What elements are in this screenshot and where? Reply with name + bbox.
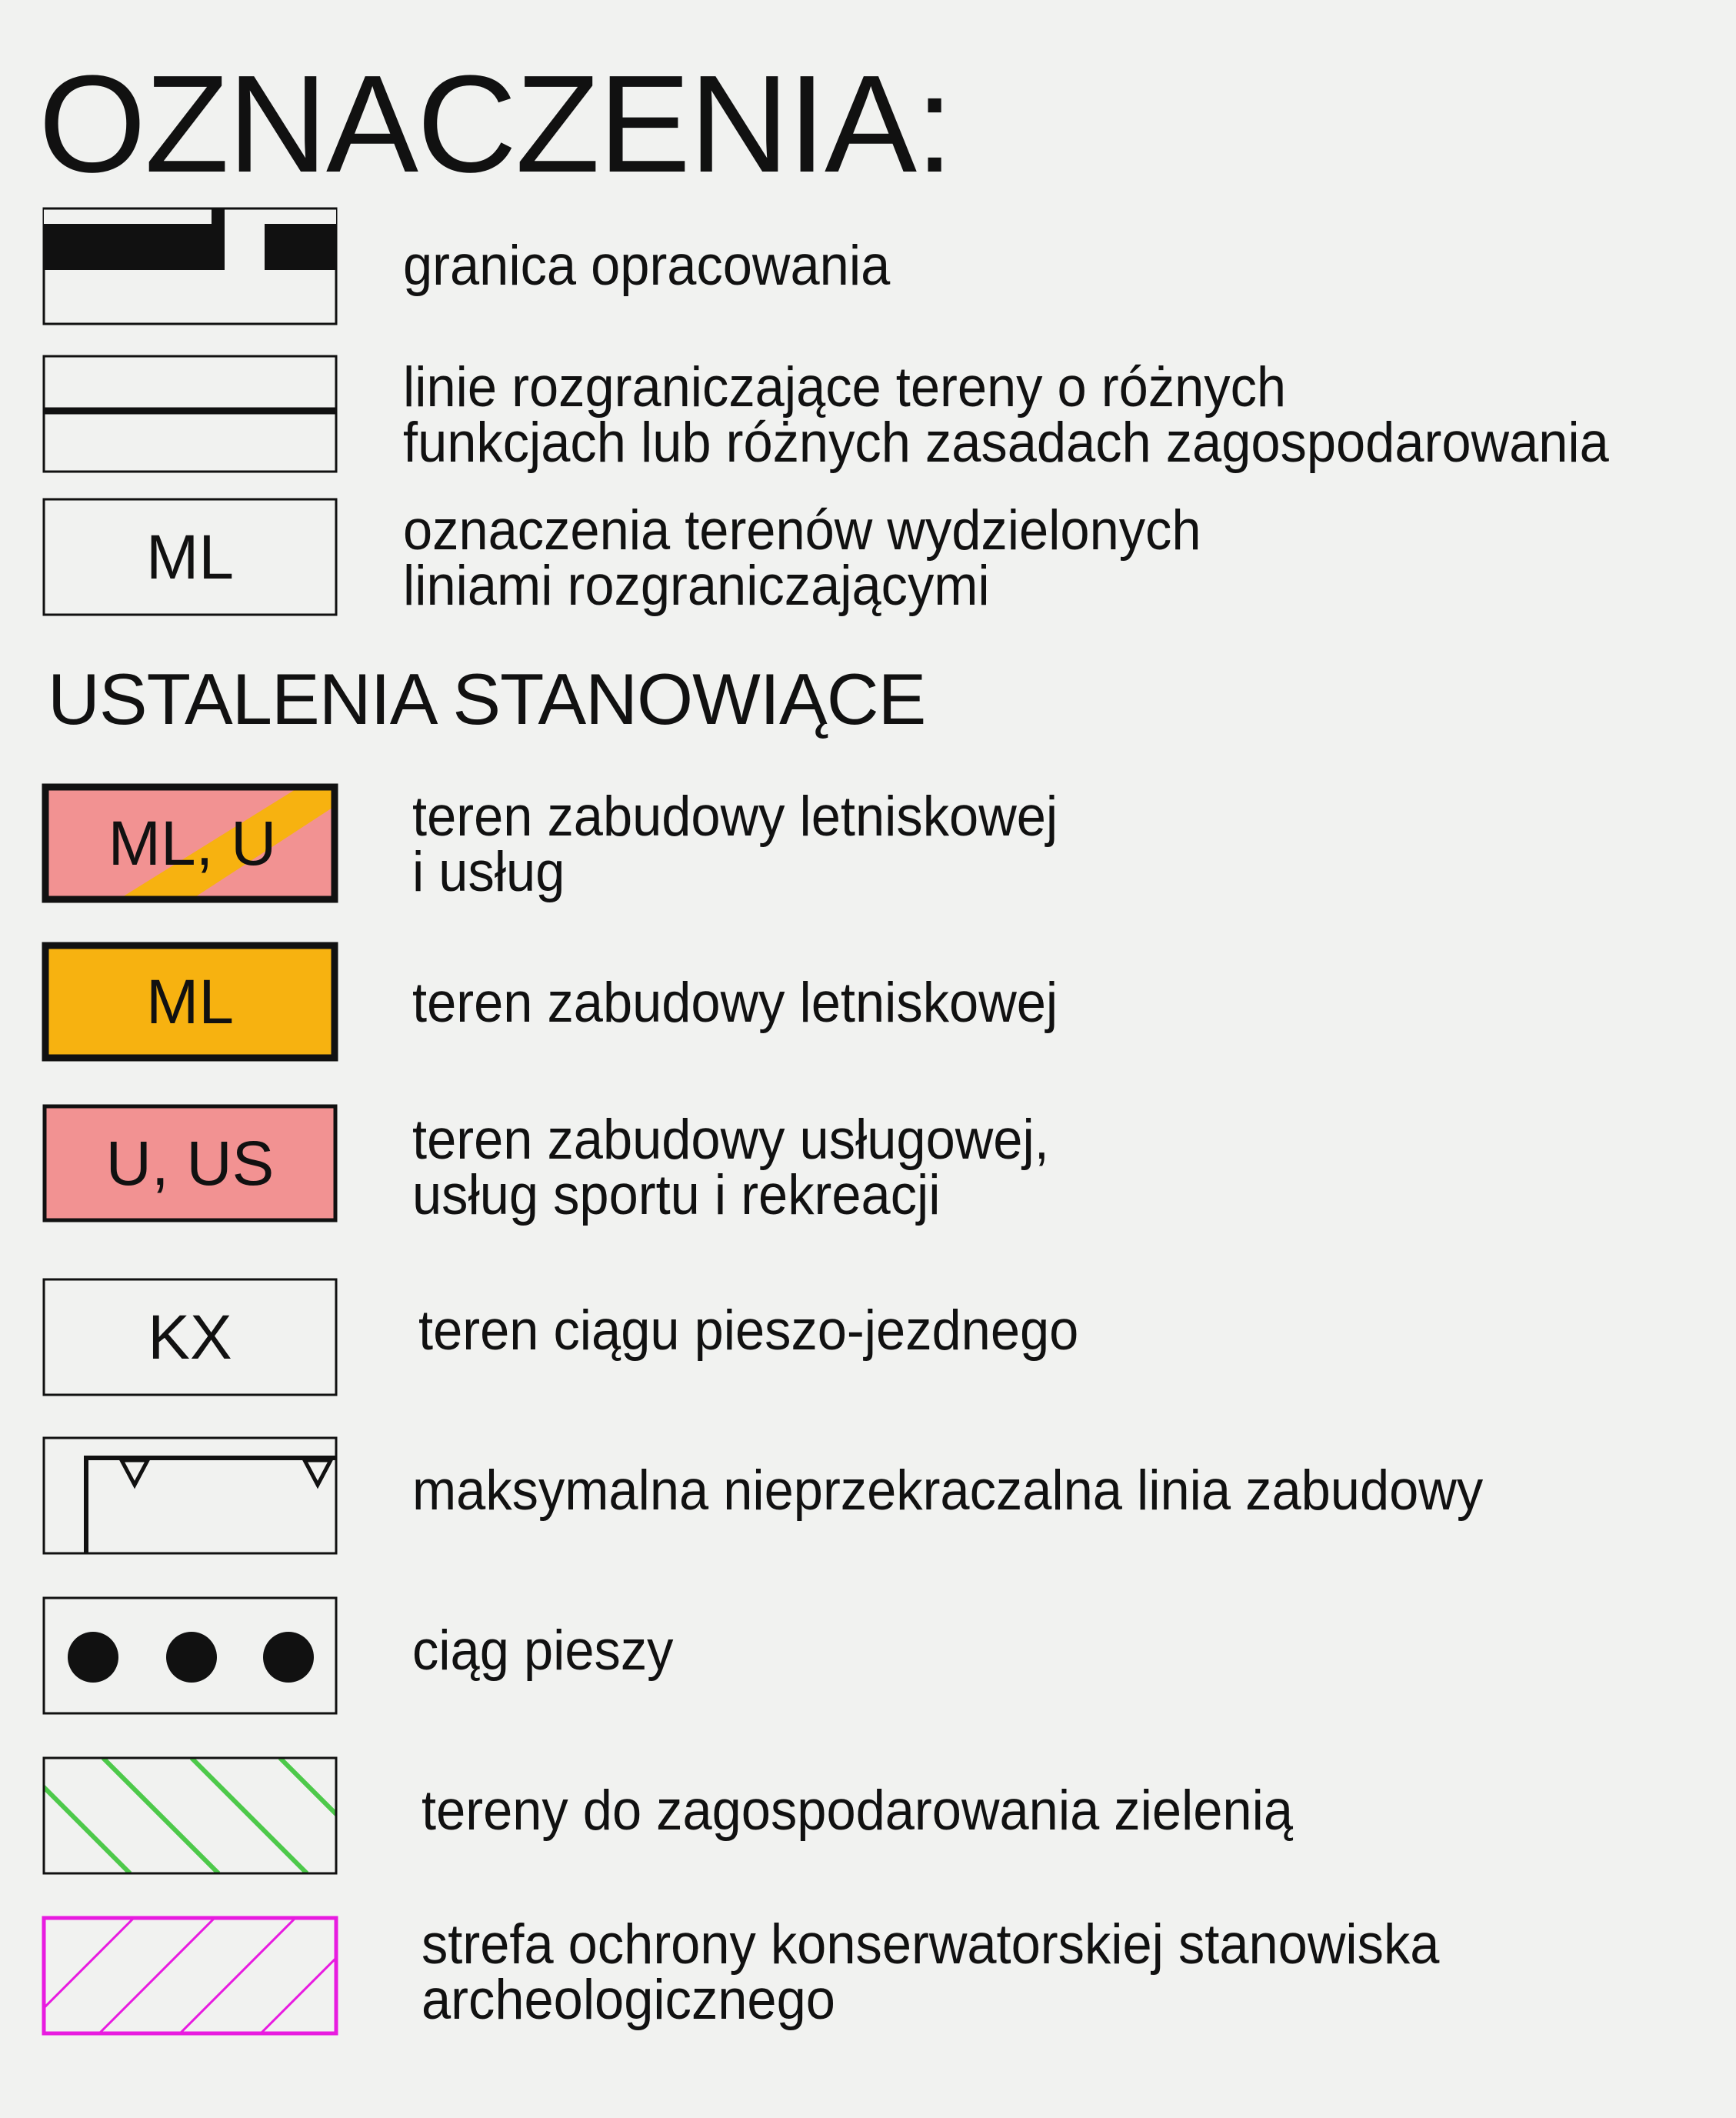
legend-label-study-boundary: granica opracowania (403, 235, 891, 297)
ml-code: ML (146, 967, 234, 1037)
ml-u-area-symbol (42, 783, 338, 903)
legend-label-building-line: maksymalna nieprzekraczalna linia zabudowy (412, 1459, 1484, 1522)
legend-title: OZNACZENIA: (38, 47, 953, 202)
kx-code: KX (148, 1302, 232, 1373)
building-line-symbol (42, 1436, 338, 1556)
legend-label-area-marking: oznaczenia terenów wydzielonych liniami rozgraniczającymi (403, 499, 1201, 617)
study-boundary-symbol (42, 206, 338, 326)
magenta-hatch-symbol (42, 1916, 338, 2036)
legend-label-green-areas: tereny do zagospodarowania zielenią (422, 1779, 1294, 1842)
u-us-code: U, US (105, 1129, 275, 1199)
legend-label-ml-u: teren zabudowy letniskowej i usług (412, 785, 1058, 903)
legend-label-pedestrian-path: ciąg pieszy (412, 1619, 674, 1682)
kx-area-symbol (42, 1277, 338, 1397)
section-title: USTALENIA STANOWIĄCE (48, 659, 926, 739)
green-hatch-symbol (42, 1756, 338, 1876)
pedestrian-path-symbol (42, 1596, 338, 1716)
legend-label-dividing-lines: linie rozgraniczające tereny o różnych funkcjach lub różnych zasadach zagospodarowania (403, 356, 1609, 474)
area-marking-code: ML (146, 522, 234, 592)
ml-area-symbol (42, 942, 338, 1062)
legend-label-ml: teren zabudowy letniskowej (412, 972, 1058, 1034)
area-marking-symbol (42, 497, 338, 617)
u-us-area-symbol (42, 1103, 338, 1223)
legend-label-conservation-zone: strefa ochrony konserwatorskiej stanowiska archeologicznego (422, 1913, 1440, 2031)
dividing-line-symbol (42, 354, 338, 474)
legend-label-u-us: teren zabudowy usługowej, usług sportu i rekreacji (412, 1109, 1049, 1226)
legend-label-kx: teren ciągu pieszo-jezdnego (418, 1299, 1079, 1362)
ml-u-code: ML, U (108, 809, 277, 879)
